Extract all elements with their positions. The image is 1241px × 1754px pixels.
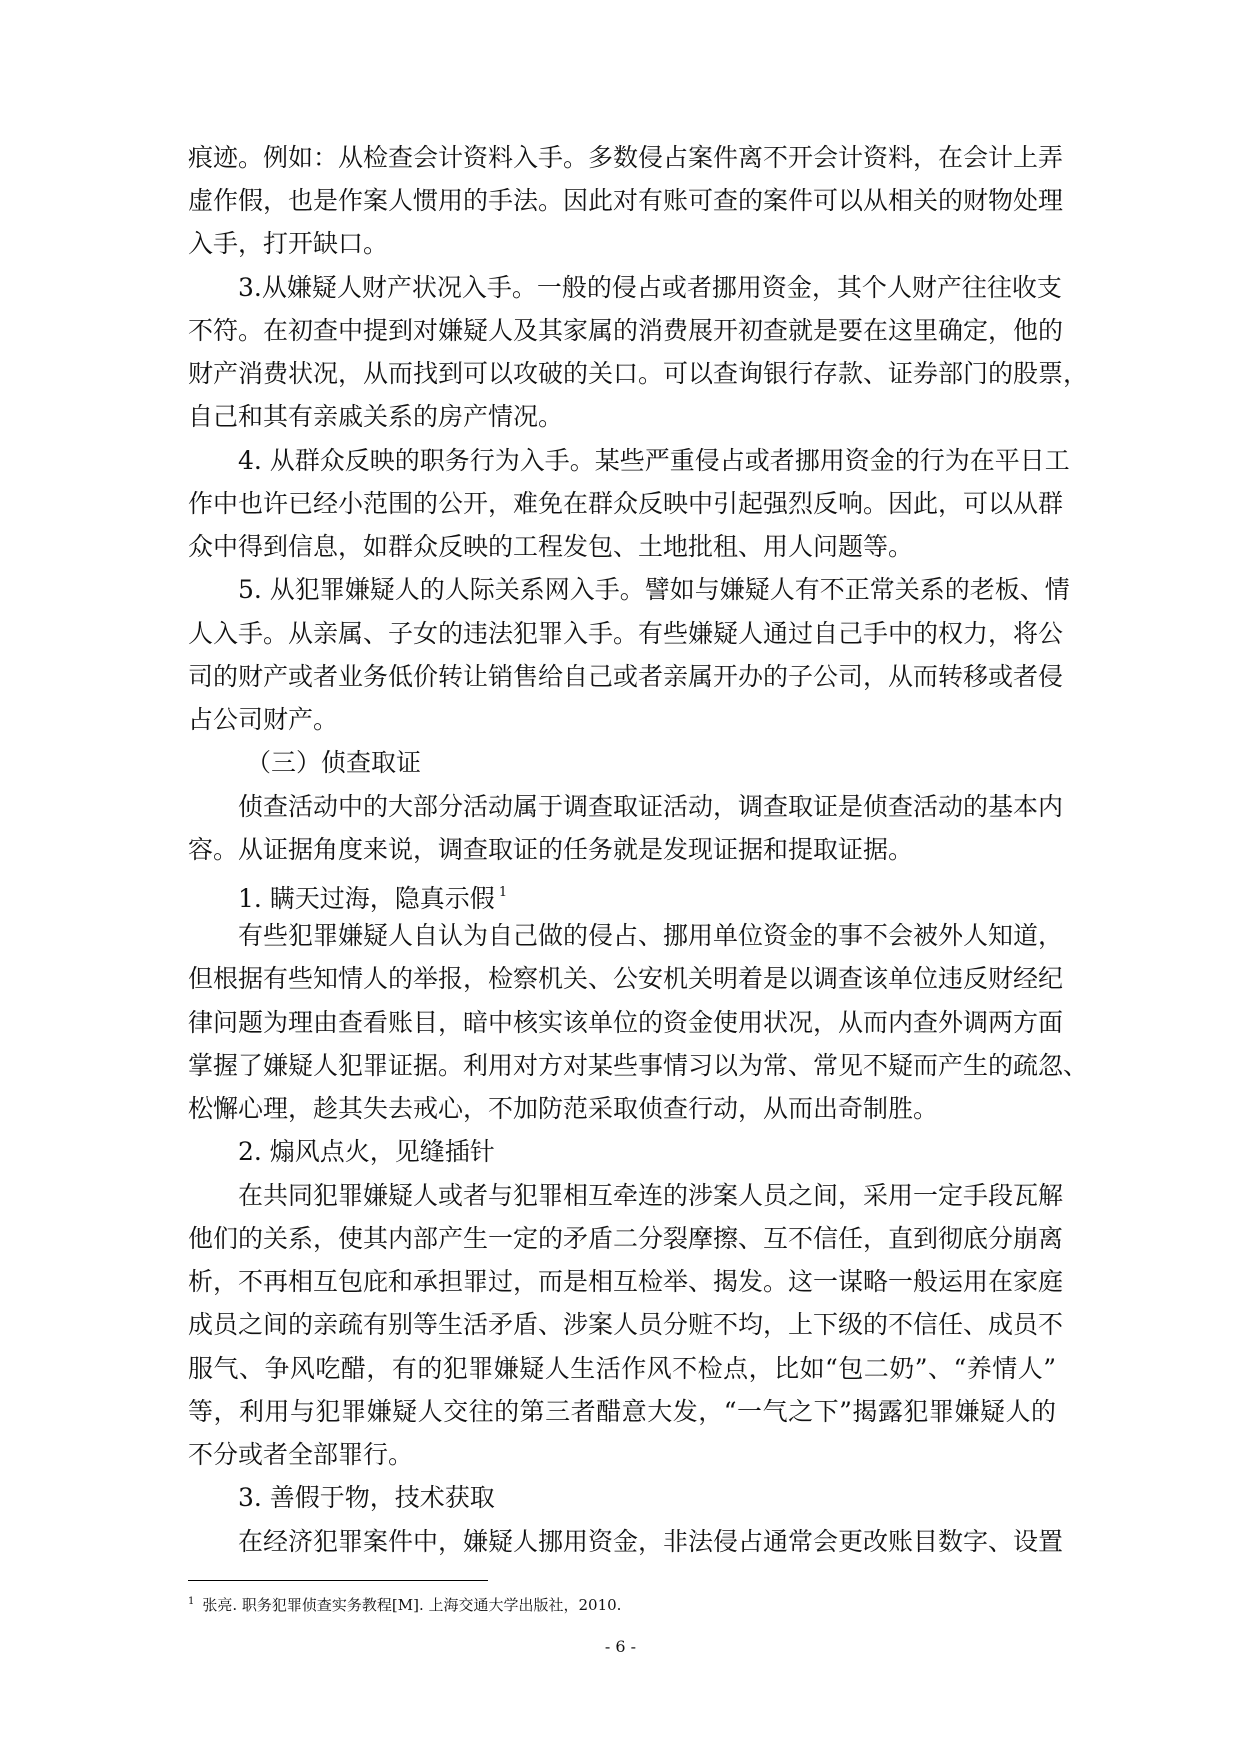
footnote-reference[interactable]: 1 <box>498 885 508 900</box>
body-line: 司的财产或者业务低价转让销售给自己或者亲属开办的子公司，从而转移或者侵 <box>188 662 1064 691</box>
body-line: 不符。在初查中提到对嫌疑人及其家属的消费展开初查就是要在这里确定，他的 <box>188 316 1064 345</box>
footnote-text: 张亮. 职务犯罪侦查实务教程[M]. 上海交通大学出版社，2010. <box>202 1596 622 1614</box>
body-line: 4. 从群众反映的职务行为入手。某些严重侵占或者挪用资金的行为在平日工 <box>238 446 1070 475</box>
body-line: 但根据有些知情人的举报，检察机关、公安机关明着是以调查该单位违反财经纪 <box>188 964 1064 993</box>
body-line: 自己和其有亲戚关系的房产情况。 <box>188 402 564 431</box>
body-line: 掌握了嫌疑人犯罪证据。利用对方对某些事情习以为常、常见不疑而产生的疏忽、 <box>188 1051 1089 1080</box>
body-line: 入手，打开缺口。 <box>188 229 389 258</box>
body-line: 不分或者全部罪行。 <box>188 1440 414 1469</box>
body-line: 虚作假，也是作案人惯用的手法。因此对有账可查的案件可以从相关的财物处理 <box>188 186 1064 215</box>
body-line: 在共同犯罪嫌疑人或者与犯罪相互牵连的涉案人员之间，采用一定手段瓦解 <box>238 1181 1064 1210</box>
body-line: 财产消费状况，从而找到可以攻破的关口。可以查询银行存款、证券部门的股票， <box>188 359 1089 388</box>
body-line: 痕迹。例如：从检查会计资料入手。多数侵占案件离不开会计资料，在会计上弄 <box>188 143 1064 172</box>
subheading: 3. 善假于物，技术获取 <box>238 1483 495 1512</box>
body-line: 容。从证据角度来说，调查取证的任务就是发现证据和提取证据。 <box>188 835 914 864</box>
body-line: 有些犯罪嫌疑人自认为自己做的侵占、挪用单位资金的事不会被外人知道， <box>238 921 1064 950</box>
body-line: 人入手。从亲属、子女的违法犯罪入手。有些嫌疑人通过自己手中的权力，将公 <box>188 619 1064 648</box>
body-line: 析，不再相互包庇和承担罪过，而是相互检举、揭发。这一谋略一般运用在家庭 <box>188 1267 1064 1296</box>
body-line: 众中得到信息，如群众反映的工程发包、土地批租、用人问题等。 <box>188 532 914 561</box>
body-line: 作中也许已经小范围的公开，难免在群众反映中引起强烈反响。因此，可以从群 <box>188 489 1064 518</box>
subheading <box>188 876 1056 913</box>
section-heading: （三）侦查取证 <box>246 748 422 777</box>
body-line: 成员之间的亲疏有别等生活矛盾、涉案人员分赃不均，上下级的不信任、成员不 <box>188 1310 1064 1339</box>
body-line: 他们的关系，使其内部产生一定的矛盾二分裂摩擦、互不信任，直到彻底分崩离 <box>188 1224 1064 1253</box>
body-line: 松懈心理，趁其失去戒心，不加防范采取侦查行动，从而出奇制胜。 <box>188 1094 939 1123</box>
footnote <box>188 1591 621 1616</box>
body-line: 侦查活动中的大部分活动属于调查取证活动，调查取证是侦查活动的基本内 <box>238 792 1064 821</box>
body-line: 在经济犯罪案件中，嫌疑人挪用资金，非法侵占通常会更改账目数字、设置 <box>238 1527 1064 1556</box>
subheading-text: 1. 瞒天过海，隐真示假 <box>238 884 495 913</box>
footnote-marker: 1 <box>188 1596 195 1607</box>
body-line: 律问题为理由查看账目，暗中核实该单位的资金使用状况，从而内查外调两方面 <box>188 1008 1064 1037</box>
subheading: 2. 煽风点火，见缝插针 <box>238 1137 495 1166</box>
body-line: 等，利用与犯罪嫌疑人交往的第三者醋意大发，“一气之下”揭露犯罪嫌疑人的 <box>188 1397 1056 1426</box>
footnote-separator <box>188 1580 488 1581</box>
page-number: - 6 - <box>604 1637 637 1656</box>
body-line: 服气、争风吃醋，有的犯罪嫌疑人生活作风不检点，比如“包二奶”、“养情人” <box>188 1354 1056 1383</box>
body-line: 占公司财产。 <box>188 705 339 734</box>
body-line: 3.从嫌疑人财产状况入手。一般的侵占或者挪用资金，其个人财产往往收支 <box>238 273 1062 302</box>
body-line: 5. 从犯罪嫌疑人的人际关系网入手。譬如与嫌疑人有不正常关系的老板、情 <box>238 575 1070 604</box>
